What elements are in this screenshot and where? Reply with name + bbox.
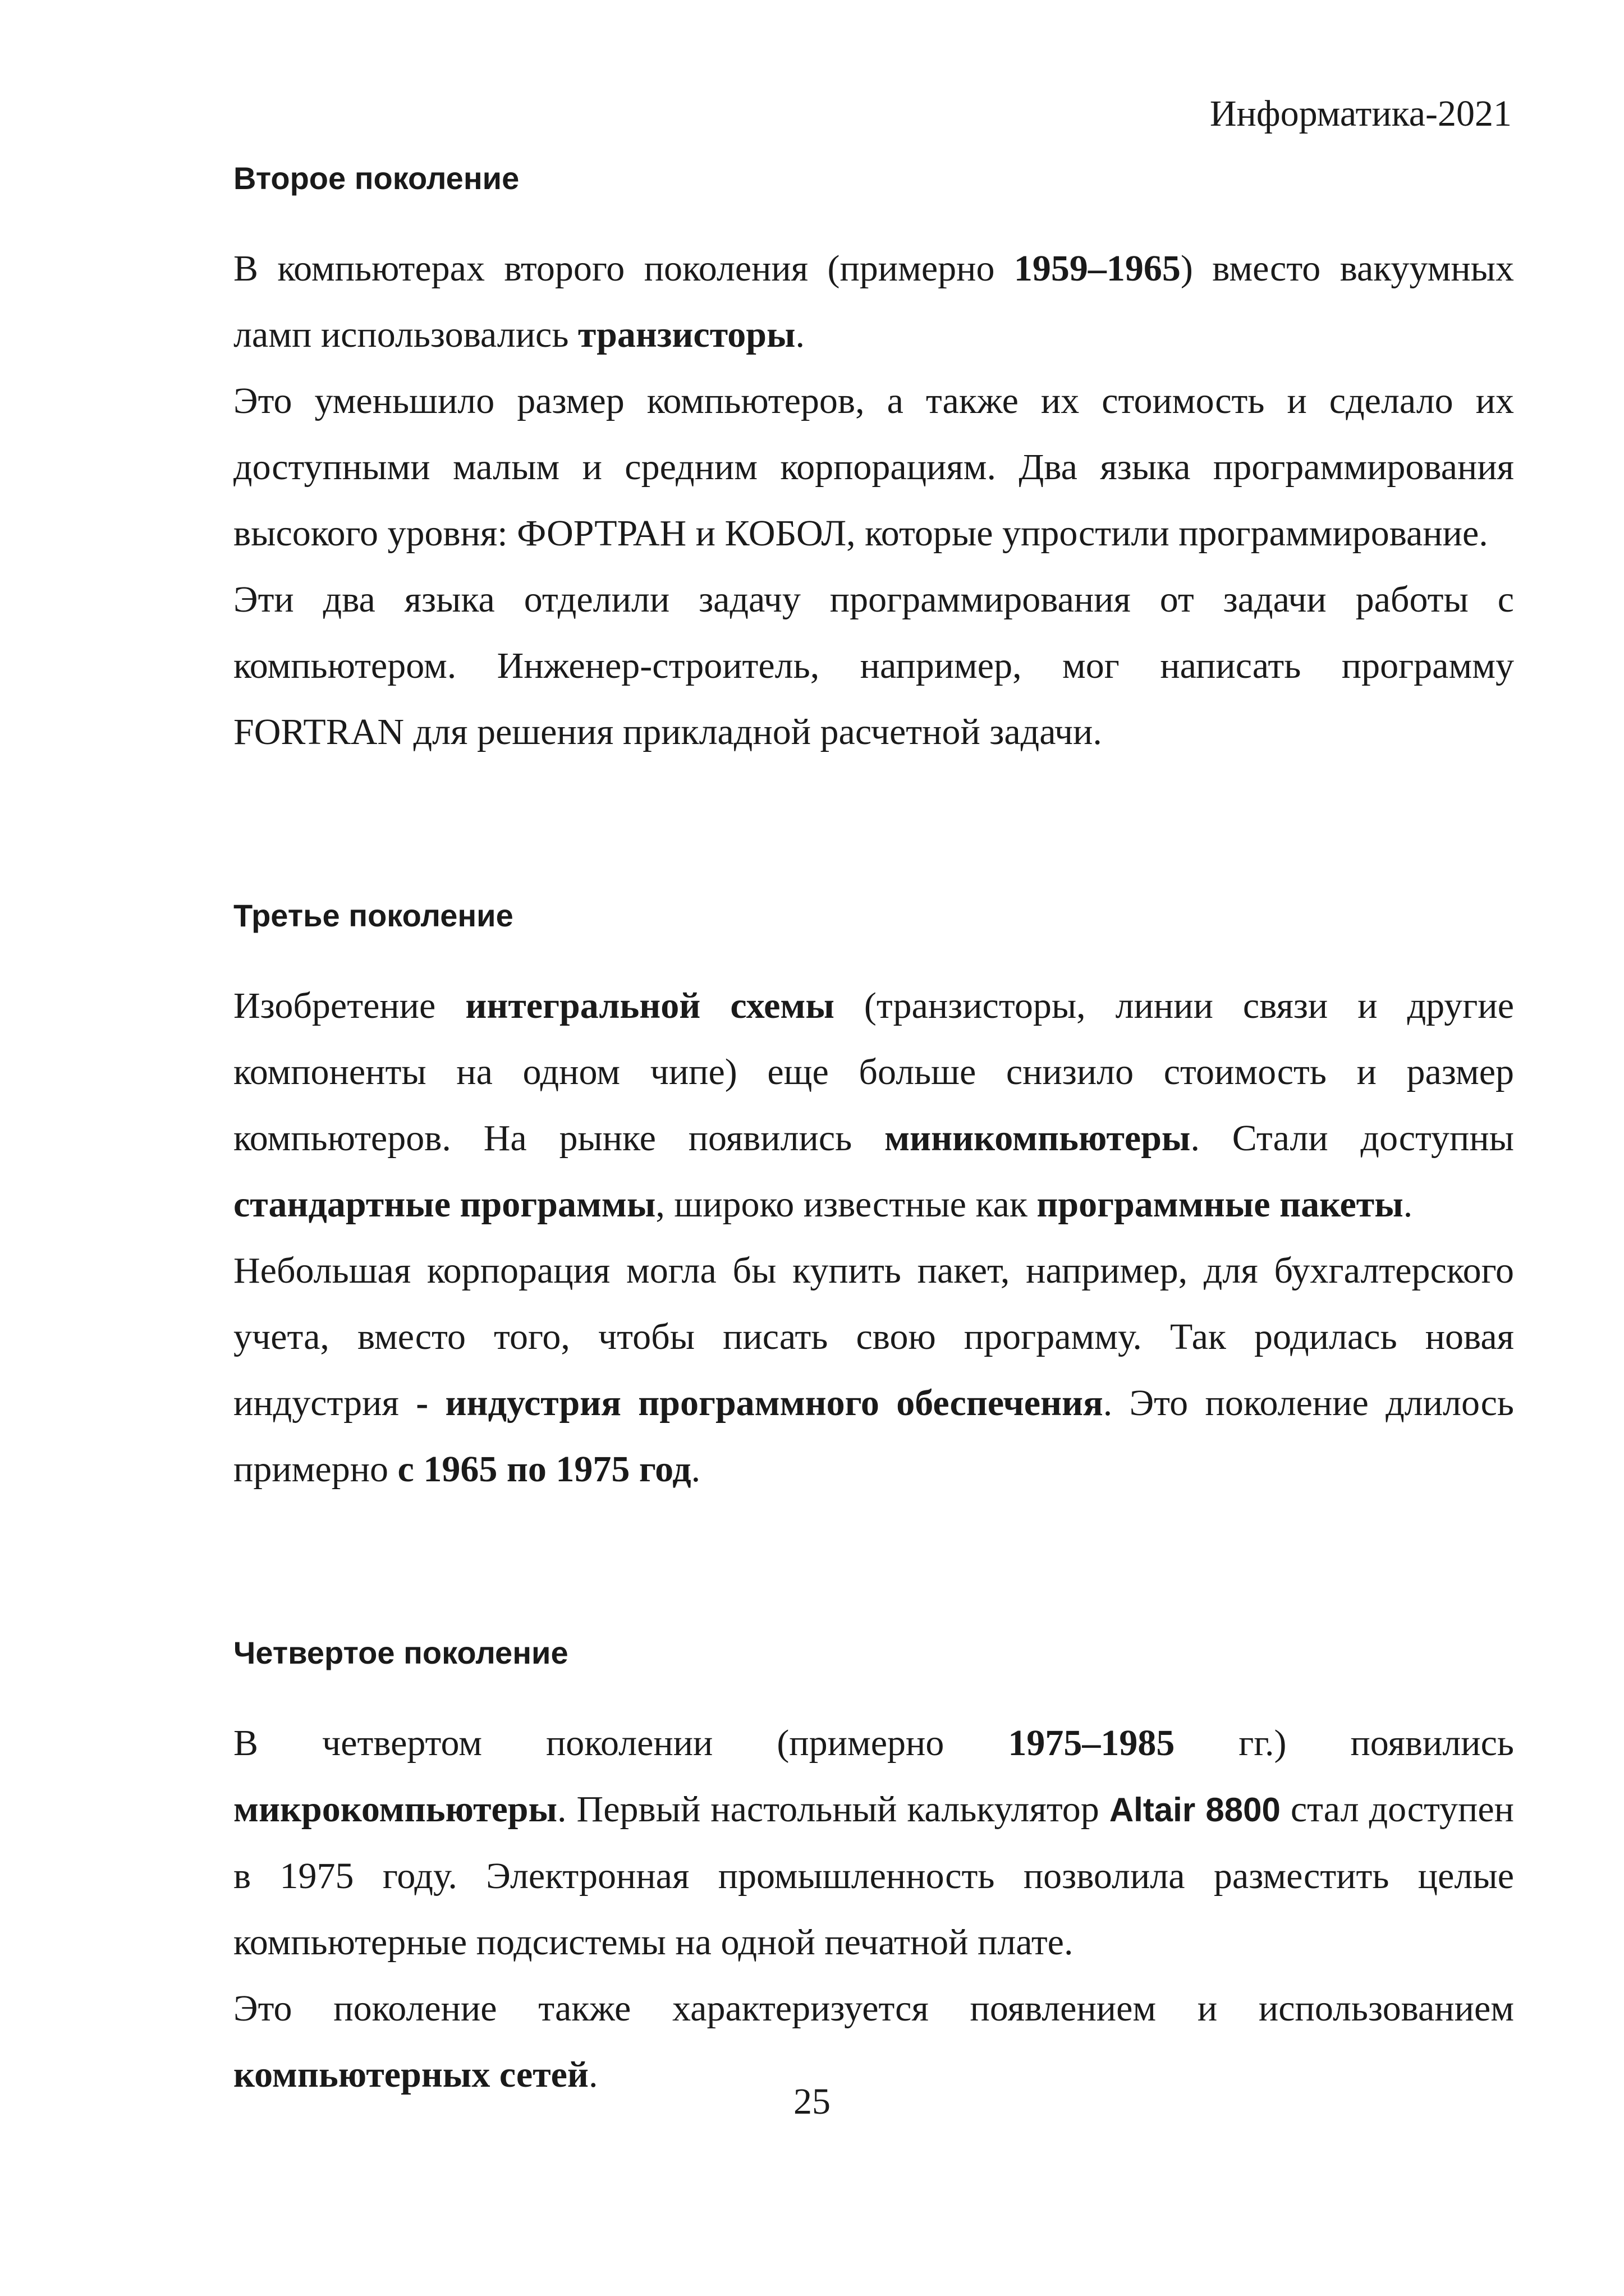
text-run: стал доступен в 1975 году. Электронная промышленность позволила разместить целые компьютерные подсистемы на одной печатной плате. [233, 1789, 1514, 1963]
bold-text: с 1965 по 1975 год [397, 1449, 691, 1490]
paragraph: Эти два языка отделили задачу программирования от задачи работы с компьютером. Инженер-строитель, например, мог написать программу FORTRAN для решения прикладной расчетной задачи. [233, 579, 1514, 752]
section-title-fourth-generation: Четвертое поколение [233, 1635, 568, 1670]
bold-text: программные пакеты [1036, 1184, 1403, 1225]
bold-text-altair: Altair 8800 [1109, 1791, 1281, 1829]
bold-text: микрокомпьютеры [233, 1789, 558, 1830]
bold-text: транзисторы [577, 314, 796, 355]
bold-text: - индустрия программного обеспечения [416, 1383, 1103, 1423]
text-run: В компьютерах второго поколения (примерно [233, 248, 1014, 289]
bold-text: миникомпьютеры [884, 1118, 1191, 1159]
bold-text: компьютерных сетей [233, 2054, 589, 2095]
text-run: (транзисторы, линии связи и другие компоненты на одном чипе) еще больше снизило стоимость и размер компьютеров. На рынке появились [233, 985, 1514, 1159]
text-run: ) вместо вакуумных ламп использовались [233, 248, 1514, 355]
text-run: . Это поколение длилось примерно [233, 1383, 1514, 1490]
paragraph [233, 236, 1514, 368]
text-run: Это поколение также характеризуется появлением и использованием [233, 1988, 1514, 2029]
bold-text: интегральной схемы [465, 985, 834, 1026]
text-run: Изобретение [233, 985, 466, 1026]
text-run: . [588, 2054, 598, 2095]
paragraph [233, 1238, 1514, 1503]
text-run: . [691, 1449, 701, 1490]
section-title-third-generation: Третье поколение [233, 898, 513, 933]
running-header: Информатика-2021 [1209, 93, 1512, 134]
text-run: , широко известные как [655, 1184, 1037, 1225]
section-title-second-generation: Второе поколение [233, 160, 520, 196]
paragraph [233, 1710, 1514, 1976]
text-run: гг.) появились [1175, 1723, 1514, 1764]
page-content [233, 151, 1514, 2108]
bold-text: 1975–1985 [1008, 1723, 1175, 1764]
text-run: . [795, 314, 805, 355]
paragraph [233, 973, 1514, 1238]
page-number: 25 [793, 2081, 831, 2122]
text-run: В четвертом поколении (примерно [233, 1723, 1008, 1764]
text-run: . Первый настольный калькулятор [557, 1789, 1109, 1830]
text-run: . [1403, 1184, 1413, 1225]
text-run: . Стали доступны [1190, 1118, 1514, 1159]
text-run: Небольшая корпорация могла бы купить пакет, например, для бухгалтерского учета, вместо того, чтобы писать свою программу. Так родилась новая индустрия [233, 1250, 1514, 1423]
paragraph: Это уменьшило размер компьютеров, а также их стоимость и сделало их доступными малым и средним корпорациям. Два языка программирования высокого уровня: ФОРТРАН и КОБОЛ, которые упростили программирование. [233, 380, 1514, 554]
bold-text: 1959–1965 [1013, 248, 1181, 289]
bold-text: стандартные программы [233, 1184, 656, 1225]
